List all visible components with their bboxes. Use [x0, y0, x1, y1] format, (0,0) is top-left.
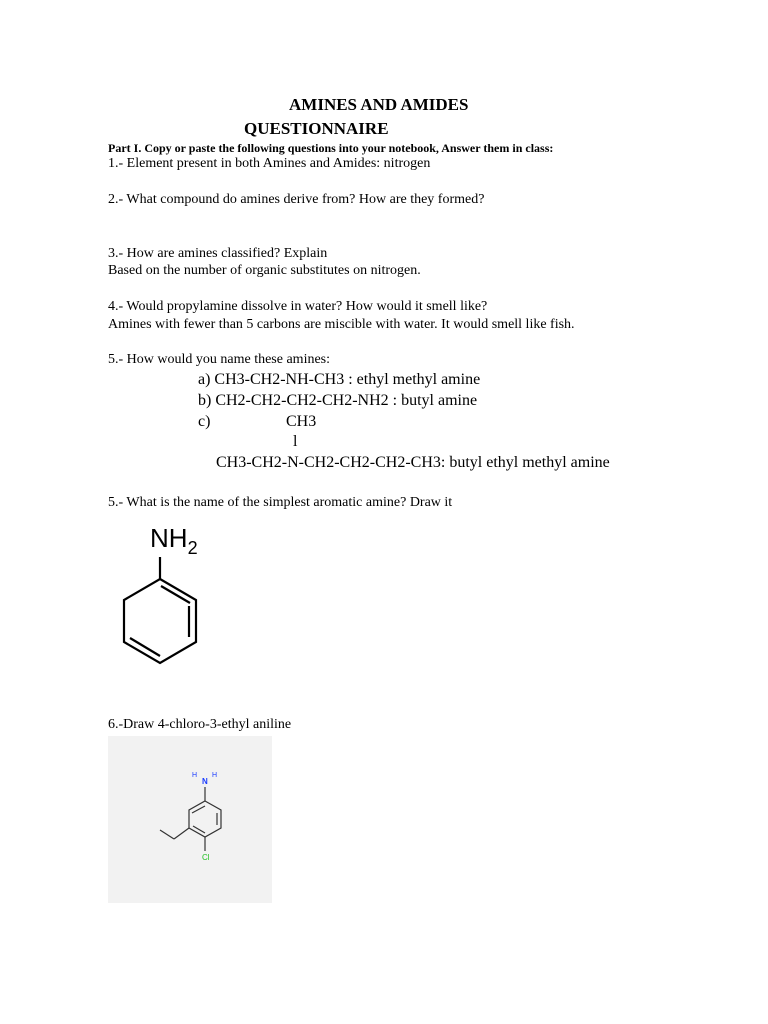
question-4: 4.- Would propylamine dissolve in water? How would it smell like? — [108, 299, 488, 314]
question-6: 6.-Draw 4-chloro-3-ethyl aniline — [108, 717, 292, 732]
struct-cl-label: Cl — [202, 853, 210, 862]
question-5c-branch: CH3 — [286, 413, 317, 430]
part-instruction: Part I. Copy or paste the following questions into your notebook, Answer them in class: — [108, 141, 554, 155]
question-5a: a) CH3-CH2-NH-CH3 : ethyl methyl amine — [198, 371, 481, 388]
question-5c-label: c) — [198, 413, 211, 430]
question-5: 5.- How would you name these amines: — [108, 352, 331, 367]
chloro-ethyl-aniline-drawing — [108, 736, 272, 903]
answer-4: Amines with fewer than 5 carbons are miscible with water. It would smell like fish. — [108, 317, 575, 332]
struct-n-label: N — [202, 777, 208, 786]
question-5c-chain: CH3-CH2-N-CH2-CH2-CH2-CH3: butyl ethyl methyl amine — [216, 454, 610, 471]
question-3: 3.- How are amines classified? Explain — [108, 246, 328, 261]
title-line-2: QUESTIONNAIRE — [244, 119, 389, 138]
aniline-nh2-label: $NH_2$ — [150, 523, 198, 558]
struct-h-right: H — [212, 772, 218, 779]
struct-h-left: H — [192, 772, 198, 779]
title-line-1: AMINES AND AMIDES — [289, 95, 469, 114]
question-5b: b) CH2-CH2-CH2-CH2-NH2 : butyl amine — [198, 392, 478, 409]
question-5c-bond: l — [293, 433, 298, 450]
question-1: 1.- Element present in both Amines and Amides: nitrogen — [108, 156, 431, 171]
chloro-ethyl-aniline-image — [108, 736, 272, 903]
answer-3: Based on the number of organic substitutes on nitrogen. — [108, 263, 421, 278]
question-2: 2.- What compound do amines derive from? How are they formed? — [108, 192, 485, 207]
aniline-ring-drawing — [110, 555, 210, 670]
question-simplest-aromatic: 5.- What is the name of the simplest aromatic amine? Draw it — [108, 495, 453, 510]
